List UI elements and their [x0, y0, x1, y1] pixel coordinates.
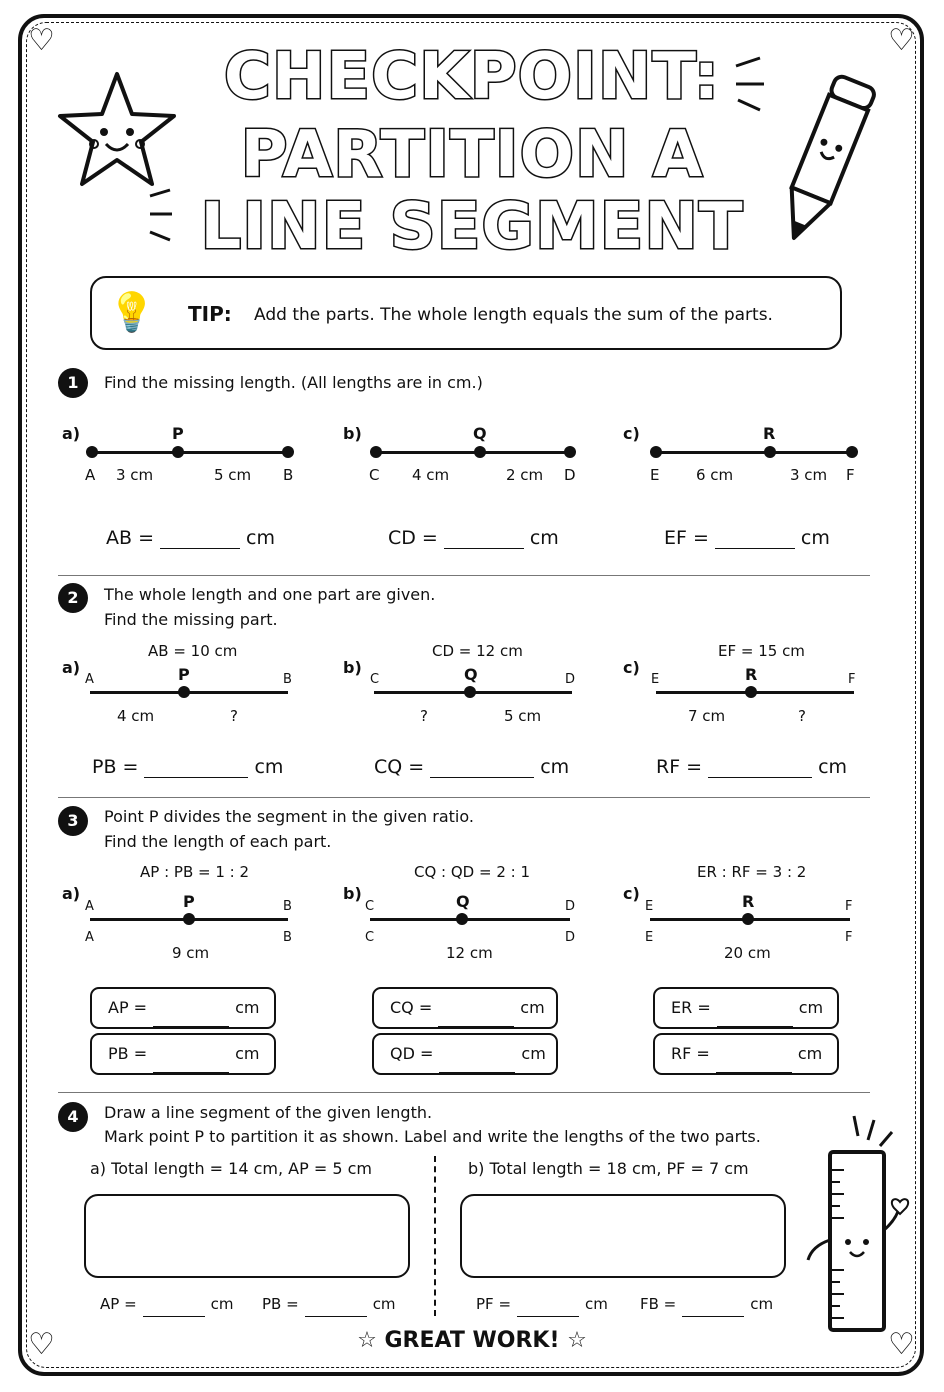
heart-icon: ♡	[888, 1327, 915, 1362]
line-segment	[92, 451, 288, 454]
whole-length-label: EF = 15 cm	[718, 642, 805, 660]
point-label: A	[85, 899, 94, 914]
unit-label: cm	[585, 1295, 608, 1313]
answer-label: PB =	[92, 756, 139, 778]
length-label: 5 cm	[214, 466, 252, 484]
length-label: ?	[420, 707, 428, 725]
length-label: ?	[230, 707, 238, 725]
sparkle-lines-icon	[140, 186, 180, 246]
answer-label: ER =	[671, 998, 711, 1017]
endpoint	[86, 446, 98, 458]
whole-length-label: AB = 10 cm	[148, 642, 238, 660]
tip-label: TIP:	[188, 302, 232, 326]
point-label: D	[565, 672, 576, 687]
unit-label: cm	[818, 756, 848, 778]
answer-box	[372, 987, 558, 1029]
answer-blank[interactable]	[305, 1300, 367, 1317]
answer-blank[interactable]	[439, 1054, 515, 1073]
page-title-line2: PARTITION A	[240, 118, 704, 192]
answer-label: EF =	[664, 527, 709, 549]
midpoint	[742, 913, 754, 925]
question-text: Draw a line segment of the given length.	[104, 1103, 433, 1122]
answer-blank[interactable]	[682, 1300, 744, 1317]
point-label: F	[845, 930, 853, 945]
column-divider	[434, 1156, 436, 1316]
answer-label: PB =	[262, 1295, 299, 1313]
point-label: P	[178, 665, 190, 684]
answer-label: PF =	[476, 1295, 512, 1313]
answer-blank[interactable]	[153, 1008, 229, 1027]
midpoint	[474, 446, 486, 458]
answer-line	[374, 756, 569, 778]
tip-box	[90, 276, 842, 350]
midpoint	[464, 686, 476, 698]
question-text: Point P divides the segment in the given ratio.	[104, 807, 474, 826]
footer-banner	[0, 1328, 944, 1353]
answer-blank[interactable]	[438, 1008, 514, 1027]
midpoint	[183, 913, 195, 925]
point-label: C	[365, 930, 375, 945]
answer-box	[653, 987, 839, 1029]
point-label: B	[283, 899, 292, 914]
answer-blank[interactable]	[717, 1008, 793, 1027]
answer-label: AP =	[108, 998, 148, 1017]
answer-line	[664, 527, 830, 549]
answer-line	[656, 756, 847, 778]
question-text: Find the length of each part.	[104, 832, 332, 851]
q4-a-prompt: a) Total length = 14 cm, AP = 5 cm	[90, 1159, 372, 1178]
midpoint	[764, 446, 776, 458]
unit-label: cm	[235, 998, 260, 1017]
point-label: B	[283, 466, 294, 484]
endpoint	[564, 446, 576, 458]
unit-label: cm	[521, 1044, 546, 1063]
total-length-label: 12 cm	[446, 944, 493, 962]
point-label: C	[369, 466, 380, 484]
point-label: B	[283, 930, 292, 945]
unit-label: cm	[246, 527, 275, 549]
question-number: 1	[58, 368, 88, 398]
unit-label: cm	[235, 1044, 260, 1063]
midpoint	[178, 686, 190, 698]
point-label: Q	[464, 665, 478, 684]
endpoint	[650, 446, 662, 458]
star-outline-icon: ☆	[567, 1328, 587, 1353]
length-label: 6 cm	[696, 466, 734, 484]
lightbulb-icon: 💡	[108, 290, 156, 334]
answer-blank[interactable]	[716, 1054, 792, 1073]
point-label: E	[645, 930, 654, 945]
length-label: 4 cm	[117, 707, 155, 725]
item-letter: a)	[62, 424, 81, 443]
unit-label: cm	[797, 1044, 823, 1063]
page-title-line3: LINE SEGMENT	[200, 190, 744, 264]
q4-a-answers	[262, 1292, 396, 1317]
star-icon	[52, 66, 182, 196]
length-label: 5 cm	[504, 707, 542, 725]
point-label: R	[763, 424, 776, 443]
answer-box	[90, 1033, 276, 1075]
answer-label: AB =	[106, 527, 154, 549]
answer-label: RF =	[671, 1044, 710, 1063]
section-divider	[58, 797, 870, 798]
point-label: F	[846, 466, 855, 484]
question-text: Mark point P to partition it as shown. Label and write the lengths of the two parts.	[104, 1127, 761, 1146]
heart-icon: ♡	[28, 23, 55, 58]
star-outline-icon: ☆	[357, 1328, 377, 1353]
point-label: D	[565, 899, 576, 914]
heart-icon: ♡	[888, 23, 915, 58]
point-label: Q	[473, 424, 487, 443]
answer-label: PB =	[108, 1044, 148, 1063]
answer-label: RF =	[656, 756, 703, 778]
question-number: 4	[58, 1102, 88, 1132]
ratio-label: AP : PB = 1 : 2	[140, 863, 250, 881]
total-length-label: 9 cm	[172, 944, 210, 962]
point-label: R	[745, 665, 758, 684]
item-letter: b)	[343, 424, 362, 443]
question-text: Find the missing length. (All lengths are in cm.)	[104, 373, 483, 392]
unit-label: cm	[540, 756, 570, 778]
question-number: 2	[58, 583, 88, 613]
answer-blank[interactable]	[715, 528, 795, 549]
point-label: E	[650, 466, 660, 484]
drawing-box-b[interactable]	[460, 1194, 786, 1278]
length-label: ?	[798, 707, 806, 725]
unit-label: cm	[800, 527, 830, 549]
drawing-box-a[interactable]	[84, 1194, 410, 1278]
length-label: 2 cm	[506, 466, 544, 484]
item-letter: c)	[623, 884, 640, 903]
item-letter: b)	[343, 658, 362, 677]
point-label: C	[370, 672, 380, 687]
total-length-label: 20 cm	[724, 944, 771, 962]
endpoint	[282, 446, 294, 458]
point-label: E	[645, 899, 654, 914]
answer-blank[interactable]	[430, 757, 534, 778]
unit-label: cm	[372, 1295, 396, 1313]
point-label: F	[848, 672, 856, 687]
answer-line	[92, 756, 283, 778]
answer-blank[interactable]	[517, 1300, 579, 1317]
item-letter: c)	[623, 424, 640, 443]
midpoint	[745, 686, 757, 698]
item-letter: b)	[343, 884, 362, 903]
heart-icon: ♡	[28, 1327, 55, 1362]
line-segment	[656, 451, 852, 454]
answer-label: CQ =	[374, 756, 425, 778]
section-divider	[58, 1092, 870, 1093]
length-label: 3 cm	[790, 466, 828, 484]
unit-label: cm	[520, 998, 545, 1017]
endpoint	[370, 446, 382, 458]
whole-length-label: CD = 12 cm	[432, 642, 523, 660]
answer-box	[653, 1033, 839, 1075]
q4-b-answers	[476, 1292, 608, 1317]
point-label: R	[742, 892, 755, 911]
section-divider	[58, 575, 870, 576]
answer-label: QD =	[390, 1044, 434, 1063]
answer-box	[372, 1033, 558, 1075]
unit-label: cm	[798, 998, 824, 1017]
endpoint	[846, 446, 858, 458]
point-label: F	[845, 899, 853, 914]
answer-label: AP =	[100, 1295, 137, 1313]
unit-label: cm	[254, 756, 284, 778]
answer-blank[interactable]	[144, 757, 248, 778]
q4-a-answers	[100, 1292, 234, 1317]
length-label: 3 cm	[116, 466, 154, 484]
point-label: D	[564, 466, 576, 484]
point-label: A	[85, 672, 94, 687]
answer-label: CD =	[388, 527, 438, 549]
point-label: D	[565, 930, 576, 945]
unit-label: cm	[210, 1295, 234, 1313]
point-label: A	[85, 930, 94, 945]
answer-box	[90, 987, 276, 1029]
point-label: C	[365, 899, 375, 914]
point-label: E	[651, 672, 660, 687]
tip-text: Add the parts. The whole length equals the sum of the parts.	[254, 305, 773, 325]
question-number: 3	[58, 806, 88, 836]
line-segment	[376, 451, 570, 454]
answer-blank[interactable]	[143, 1300, 205, 1317]
item-letter: a)	[62, 884, 81, 903]
ratio-label: CQ : QD = 2 : 1	[414, 863, 531, 881]
sparkle-lines-icon	[730, 54, 770, 114]
answer-line	[106, 527, 275, 549]
item-letter: c)	[623, 658, 640, 677]
answer-line	[388, 527, 559, 549]
item-letter: a)	[62, 658, 81, 677]
ratio-label: ER : RF = 3 : 2	[697, 863, 807, 881]
question-text: Find the missing part.	[104, 610, 278, 629]
q4-b-answers	[640, 1292, 773, 1317]
point-label: P	[172, 424, 184, 443]
line-segment	[370, 918, 570, 921]
footer-text: GREAT WORK!	[384, 1328, 560, 1353]
answer-blank[interactable]	[444, 528, 524, 549]
ruler-icon	[800, 1110, 910, 1336]
length-label: 7 cm	[688, 707, 726, 725]
page-title-line1: CHECKPOINT:	[223, 40, 721, 114]
answer-label: CQ =	[390, 998, 433, 1017]
unit-label: cm	[529, 527, 559, 549]
midpoint	[456, 913, 468, 925]
unit-label: cm	[750, 1295, 774, 1313]
point-label: B	[283, 672, 292, 687]
point-label: P	[183, 892, 195, 911]
point-label: A	[85, 466, 96, 484]
midpoint	[172, 446, 184, 458]
length-label: 4 cm	[412, 466, 450, 484]
answer-blank[interactable]	[708, 757, 812, 778]
answer-label: FB =	[640, 1295, 677, 1313]
question-text: The whole length and one part are given.	[104, 585, 436, 604]
answer-blank[interactable]	[160, 528, 240, 549]
pencil-icon	[770, 66, 880, 256]
q4-b-prompt: b) Total length = 18 cm, PF = 7 cm	[468, 1159, 749, 1178]
answer-blank[interactable]	[153, 1054, 229, 1073]
point-label: Q	[456, 892, 470, 911]
